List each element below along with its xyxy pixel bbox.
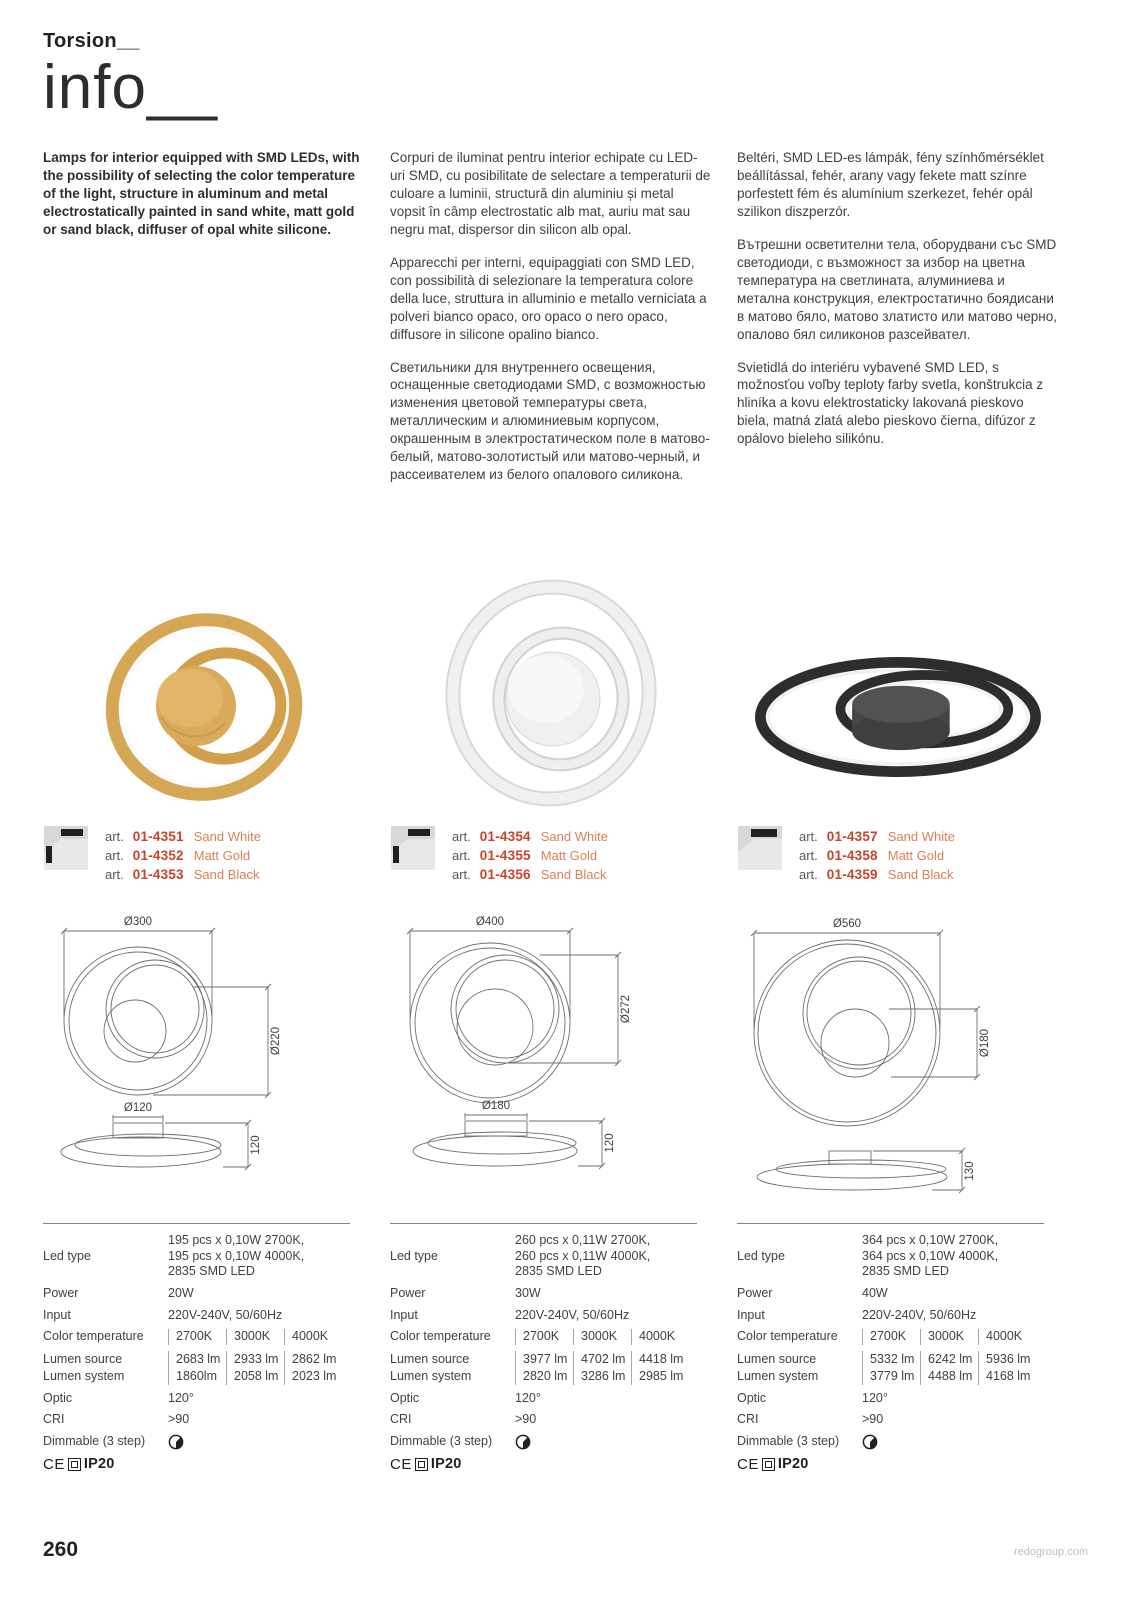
art-label: art. (452, 848, 471, 863)
intro-paragraph-bg: Вътрешни осветителни тела, оборудвани със SMD светодиоди, с възможност за избор на цветна температура на светлината, алуминиева и метална конструкция, електростатично боядисани в матово бяло, матово златисто или матово черно, опалово бял силиконов разсейвател. (737, 236, 1058, 342)
lumen-system-value: 3779 lm (870, 1368, 915, 1383)
led-type-line: 260 pcs x 0,11W 2700K, (515, 1233, 651, 1247)
intro-paragraph-it: Apparecchi per interni, equipaggiati con SMD LED, con possibilità di selezionare la temperatura colore della luce, struttura in alluminio e metallo verniciata a polveri bianco opaco, oro opaco o nero opaco, diffusore in silicone opalino bianco. (390, 254, 707, 342)
art-block-2 (390, 819, 712, 911)
spec-cell: 3000K (920, 1329, 978, 1345)
lumen-system-value: 1860lm (176, 1368, 217, 1383)
spec-value: >90 (862, 1412, 884, 1427)
spec-label: Optic (43, 1390, 73, 1405)
spec-value: 220V-240V, 50/60Hz (168, 1307, 283, 1322)
art-label: art. (105, 848, 124, 863)
class-ii-icon (415, 1458, 428, 1471)
dimmer-icon (515, 1434, 531, 1450)
spec-label: Dimmable (3 step) (43, 1433, 146, 1448)
lumen-system-value: 2985 lm (639, 1368, 684, 1383)
spec-label (390, 1351, 515, 1385)
dim-top-inner: Ø220 (270, 1026, 282, 1056)
lumen-source-value: 6242 lm (928, 1351, 973, 1366)
led-type-line: 364 pcs x 0,10W 2700K, (862, 1233, 999, 1247)
lumen-source-label: Lumen source (43, 1351, 123, 1366)
class-ii-icon (762, 1458, 775, 1471)
product-column-3 (737, 587, 1059, 1473)
art-finish: Sand Black (193, 867, 260, 882)
variant-row (105, 846, 261, 865)
spec-row-input (390, 1308, 697, 1324)
intro-paragraph-ru: Светильники для внутреннего освещения, оснащенные светодиодами SMD, с возможностью изменения цветовой температуры света, металлическим и алюминиевым корпусом, окрашенным в электростатическом поле в матово-белый, матово-золотистый или матово-черный, и рассеивателем из белого опалового силикона. (390, 359, 710, 483)
variant-row (799, 827, 955, 846)
spec-cell (978, 1351, 1036, 1385)
spec-label: Color temperature (737, 1329, 838, 1344)
lamp-photo-white-icon (426, 571, 676, 819)
spec-value: 120° (515, 1390, 541, 1405)
art-label: art. (799, 848, 818, 863)
spec-label: Input (390, 1307, 418, 1322)
mount-ceiling-wall-icon (43, 825, 89, 871)
art-label: art. (452, 829, 471, 844)
ip-rating: IP20 (83, 1456, 115, 1473)
page-header (0, 0, 1131, 122)
ce-mark-icon: CE (390, 1455, 412, 1473)
dimmer-icon (168, 1434, 184, 1450)
variant-row (452, 865, 608, 884)
spec-cell (573, 1351, 631, 1385)
lumen-source-value: 5332 lm (870, 1351, 915, 1366)
product-column-2 (390, 587, 712, 1473)
spec-label: Optic (737, 1390, 767, 1405)
led-type-line: 2835 SMD LED (168, 1264, 255, 1279)
intro-paragraph-hu: Beltéri, SMD LED-es lámpák, fény színhőmérséklet beállítással, fehér, arany vagy fekete matt színre porfestett fém és alumínium szerkezet, fehér opál szilikon diszperzór. (737, 150, 1044, 219)
spec-label: CRI (390, 1412, 412, 1427)
spec-row-dimmable (737, 1434, 1044, 1450)
spec-value (168, 1434, 350, 1450)
art-code: 01-4356 (479, 867, 531, 882)
spec-cell: 4000K (978, 1329, 1036, 1345)
spec-value: >90 (515, 1412, 537, 1427)
lamp-photo-gold-icon (85, 597, 323, 819)
spec-row-led-type (737, 1233, 1044, 1280)
certification-marks (737, 1456, 1044, 1473)
art-label: art. (452, 867, 471, 882)
lumen-system-label: Lumen system (737, 1368, 819, 1383)
spec-cell (862, 1351, 920, 1385)
dimension-drawing-icon (390, 911, 690, 1211)
art-block-3 (737, 819, 1059, 911)
lumen-system-value: 2023 lm (292, 1368, 337, 1383)
art-finish: Sand White (887, 829, 955, 844)
product-photo-white (390, 587, 712, 819)
spec-value: 20W (168, 1285, 194, 1300)
spec-value: 120° (862, 1390, 888, 1405)
spec-label: CRI (737, 1412, 759, 1427)
variant-list (799, 825, 955, 884)
spec-row-power (390, 1286, 697, 1302)
intro-paragraph-ro: Corpuri de iluminat pentru interior echipate cu LED-uri SMD, cu posibilitate de selectare a temperaturii de culoare a luminii, structură din aluminiu și metal vopsit în câmp electrostatic alb mat, auriu mat sau negru mat, dispersor din silicon alb opal. (390, 150, 711, 237)
spec-label: Led type (390, 1248, 438, 1263)
spec-label: Optic (390, 1390, 420, 1405)
technical-drawing-1 (43, 911, 365, 1223)
spec-value: 220V-240V, 50/60Hz (515, 1307, 630, 1322)
art-block-1 (43, 819, 365, 911)
mount-ceiling-icon (737, 825, 783, 871)
spec-cell (168, 1351, 226, 1385)
certification-marks (43, 1456, 350, 1473)
spec-label: Power (390, 1285, 426, 1300)
spec-label (43, 1351, 168, 1385)
page-number: 260 (43, 1538, 79, 1561)
lumen-system-value: 2820 lm (523, 1368, 568, 1383)
spec-label: Color temperature (43, 1329, 144, 1344)
dim-side-height: 130 (964, 1161, 976, 1181)
led-type-line: 364 pcs x 0,10W 4000K, (862, 1248, 999, 1263)
lumen-source-label: Lumen source (390, 1351, 470, 1366)
variant-list (452, 825, 608, 884)
dim-side-width: Ø120 (123, 1102, 153, 1114)
art-code: 01-4358 (826, 848, 878, 863)
spec-table-2 (390, 1223, 697, 1473)
variant-list (105, 825, 261, 884)
spec-cell: 4000K (631, 1329, 689, 1345)
spec-label: Power (737, 1285, 773, 1300)
spec-row-input (737, 1308, 1044, 1324)
dim-top-inner: Ø272 (620, 994, 632, 1024)
products-section (43, 587, 1088, 1473)
spec-row-power (43, 1286, 350, 1302)
art-finish: Matt Gold (887, 848, 945, 863)
art-label: art. (799, 867, 818, 882)
spec-label: Led type (43, 1248, 91, 1263)
art-finish: Sand Black (540, 867, 607, 882)
spec-row-optic (737, 1391, 1044, 1407)
spec-label: Dimmable (3 step) (390, 1433, 493, 1448)
technical-drawing-2 (390, 911, 712, 1223)
product-column-1 (43, 587, 365, 1473)
art-finish: Matt Gold (540, 848, 598, 863)
series-title: Torsion__ (43, 30, 140, 52)
art-finish: Sand White (193, 829, 261, 844)
lumen-source-value: 2862 lm (292, 1351, 337, 1366)
variant-row (799, 865, 955, 884)
intro-column-3 (737, 149, 1059, 587)
spec-label: Led type (737, 1248, 785, 1263)
spec-row-color-temperature (737, 1329, 1044, 1345)
variant-row (452, 846, 608, 865)
spec-row-lumen (43, 1351, 350, 1385)
dim-side-height: 120 (604, 1133, 616, 1153)
art-code: 01-4351 (132, 829, 184, 844)
spec-value: >90 (168, 1412, 190, 1427)
art-finish: Matt Gold (193, 848, 251, 863)
spec-cell: 2700K (168, 1329, 226, 1345)
product-photo-black (737, 587, 1059, 819)
lumen-source-value: 2683 lm (176, 1351, 221, 1366)
spec-cell (226, 1351, 284, 1385)
spec-label: Input (43, 1307, 71, 1322)
ce-mark-icon: CE (737, 1455, 759, 1473)
spec-row-power (737, 1286, 1044, 1302)
dim-top-width: Ø300 (123, 916, 153, 928)
spec-row-dimmable (43, 1434, 350, 1450)
product-photo-gold (43, 587, 365, 819)
lumen-system-value: 4168 lm (986, 1368, 1031, 1383)
lumen-system-value: 2058 lm (234, 1368, 279, 1383)
spec-row-optic (390, 1391, 697, 1407)
lumen-source-value: 5936 lm (986, 1351, 1031, 1366)
art-code: 01-4352 (132, 848, 184, 863)
dim-top-inner: Ø180 (979, 1028, 991, 1058)
lumen-system-value: 4488 lm (928, 1368, 973, 1383)
certification-marks (390, 1456, 697, 1473)
spec-value: 30W (515, 1285, 541, 1300)
ip-rating: IP20 (430, 1456, 462, 1473)
art-code: 01-4354 (479, 829, 531, 844)
spec-row-optic (43, 1391, 350, 1407)
art-code: 01-4359 (826, 867, 878, 882)
dim-top-width: Ø400 (475, 916, 505, 928)
lumen-system-label: Lumen system (43, 1368, 125, 1383)
variant-row (105, 827, 261, 846)
spec-label (737, 1351, 862, 1385)
art-code: 01-4353 (132, 867, 184, 882)
spec-cell: 4000K (284, 1329, 342, 1345)
led-type-line: 195 pcs x 0,10W 4000K, (168, 1248, 305, 1263)
spec-row-input (43, 1308, 350, 1324)
spec-value (862, 1434, 1044, 1450)
class-ii-icon (68, 1458, 81, 1471)
spec-table-1 (43, 1223, 350, 1473)
spec-cell: 2700K (862, 1329, 920, 1345)
spec-cell (284, 1351, 342, 1385)
intro-column-2 (390, 149, 712, 587)
art-finish: Sand White (540, 829, 608, 844)
mount-ceiling-wall-icon (390, 825, 436, 871)
spec-value: 120° (168, 1390, 194, 1405)
lumen-source-value: 4418 lm (639, 1351, 684, 1366)
lumen-source-value: 3977 lm (523, 1351, 568, 1366)
spec-label: CRI (43, 1412, 65, 1427)
lumen-source-value: 4702 lm (581, 1351, 626, 1366)
art-finish: Sand Black (887, 867, 954, 882)
spec-row-cri (737, 1412, 1044, 1428)
spec-row-color-temperature (390, 1329, 697, 1345)
intro-column-1 (43, 149, 365, 587)
spec-cell (515, 1351, 573, 1385)
led-type-line: 2835 SMD LED (862, 1264, 949, 1279)
art-label: art. (799, 829, 818, 844)
lumen-system-label: Lumen system (390, 1368, 472, 1383)
spec-table-3 (737, 1223, 1044, 1473)
spec-cell: 2700K (515, 1329, 573, 1345)
spec-value (515, 1233, 697, 1280)
page-title: info__ (43, 53, 218, 122)
ce-mark-icon: CE (43, 1455, 65, 1473)
dim-side-width: Ø180 (481, 1100, 511, 1112)
dimension-drawing-icon (43, 911, 343, 1211)
spec-row-led-type (390, 1233, 697, 1280)
intro-paragraph-sk: Svietidlá do interiéru vybavené SMD LED, s možnosťou voľby teploty farby svetla, konštrukcia z hliníka a kovu elektrostaticky lakovaná pieskovo biela, matná zlatá alebo pieskovo čierna, difúzor z opálovo bieleho silikónu. (737, 359, 1044, 447)
dimension-drawing-icon (737, 911, 1057, 1216)
spec-cell: 3000K (226, 1329, 284, 1345)
spec-label: Power (43, 1285, 79, 1300)
lamp-photo-black-icon (737, 614, 1059, 819)
art-label: art. (105, 867, 124, 882)
intro-paragraph-en: Lamps for interior equipped with SMD LEDs, with the possibility of selecting the color temperature of the light, structure in aluminum and metal electrostatically painted in sand white, matt gold or sand black, diffuser of opal white silicone. (43, 150, 360, 237)
spec-value (168, 1233, 350, 1280)
technical-drawing-3 (737, 911, 1059, 1223)
lumen-source-value: 2933 lm (234, 1351, 279, 1366)
spec-row-lumen (390, 1351, 697, 1385)
led-type-line: 2835 SMD LED (515, 1264, 602, 1279)
art-label: art. (105, 829, 124, 844)
spec-row-dimmable (390, 1434, 697, 1450)
led-type-line: 195 pcs x 0,10W 2700K, (168, 1233, 305, 1247)
spec-value: 220V-240V, 50/60Hz (862, 1307, 977, 1322)
spec-cell (920, 1351, 978, 1385)
spec-row-led-type (43, 1233, 350, 1280)
spec-value: 40W (862, 1285, 888, 1300)
spec-cell (631, 1351, 689, 1385)
spec-cell: 3000K (573, 1329, 631, 1345)
spec-label: Input (737, 1307, 765, 1322)
dim-side-height: 120 (250, 1135, 262, 1155)
spec-value (862, 1233, 1044, 1280)
intro-section (43, 149, 1088, 587)
lumen-source-label: Lumen source (737, 1351, 817, 1366)
variant-row (452, 827, 608, 846)
spec-label: Color temperature (390, 1329, 491, 1344)
website-url: redogroup.com (1014, 1546, 1088, 1558)
lumen-system-value: 3286 lm (581, 1368, 626, 1383)
variant-row (105, 865, 261, 884)
spec-value (515, 1434, 697, 1450)
spec-row-cri (43, 1412, 350, 1428)
spec-label: Dimmable (3 step) (737, 1433, 840, 1448)
dim-top-width: Ø560 (832, 918, 862, 930)
art-code: 01-4357 (826, 829, 878, 844)
spec-row-lumen (737, 1351, 1044, 1385)
art-code: 01-4355 (479, 848, 531, 863)
ip-rating: IP20 (777, 1456, 809, 1473)
variant-row (799, 846, 955, 865)
led-type-line: 260 pcs x 0,11W 4000K, (515, 1248, 651, 1263)
dimmer-icon (862, 1434, 878, 1450)
spec-row-cri (390, 1412, 697, 1428)
spec-row-color-temperature (43, 1329, 350, 1345)
